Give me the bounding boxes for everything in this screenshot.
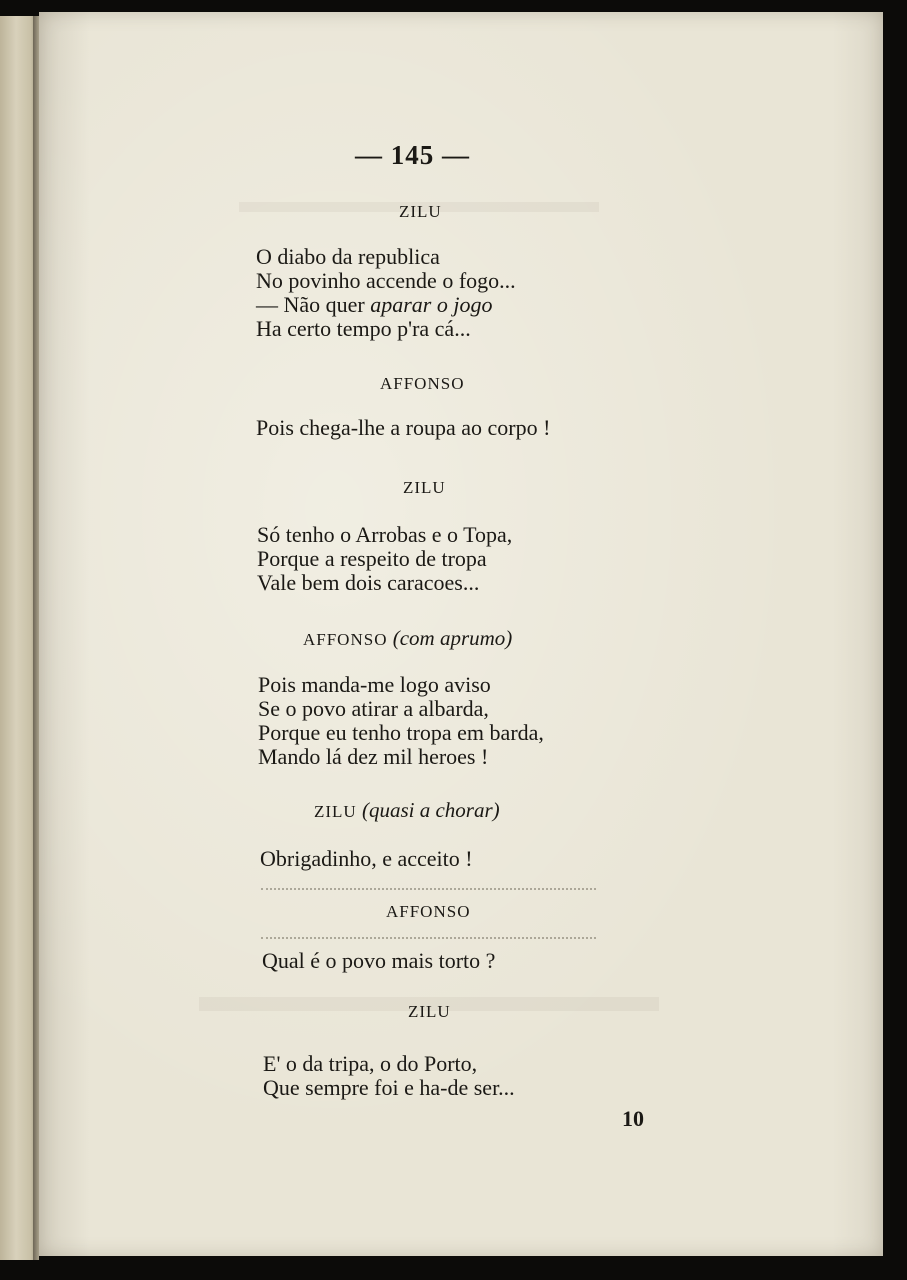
- verse-line: Ha certo tempo p'ra cá...: [256, 316, 471, 341]
- stage-direction: (com aprumo): [392, 626, 513, 650]
- speaker-line: [314, 798, 500, 823]
- verse-line: E' o da tripa, o do Porto,: [263, 1051, 478, 1076]
- verse-stanza: [263, 1052, 515, 1100]
- speaker-name: ZILU: [399, 202, 442, 221]
- verse-line: Se o povo atirar a albarda,: [258, 696, 489, 721]
- dotted-rule: [261, 937, 596, 939]
- verse-line: Obrigadinho, e acceito !: [260, 846, 473, 871]
- verse-line: Porque eu tenho tropa em barda,: [258, 720, 544, 745]
- signature-mark: 10: [622, 1106, 644, 1131]
- verse-line: Qual é o povo mais torto ?: [262, 948, 496, 973]
- verse-line: [256, 293, 516, 317]
- dotted-rule: [261, 888, 596, 890]
- stage-direction: (quasi a chorar): [361, 798, 500, 822]
- verse-line: Pois manda-me logo aviso: [258, 672, 491, 697]
- facing-page-edge: [0, 16, 36, 1260]
- page-sheet: [39, 12, 883, 1256]
- page-number: — 145 —: [355, 140, 470, 170]
- speaker-name: ZILU: [403, 478, 446, 497]
- speaker-name: ZILU: [408, 1002, 451, 1021]
- verse-stanza: [256, 245, 516, 341]
- verse-line: Que sempre foi e ha-de ser...: [263, 1075, 515, 1100]
- italic-phrase: aparar o jogo: [370, 292, 493, 317]
- verse-stanza: [258, 673, 544, 769]
- speaker-name: ZILU: [314, 802, 357, 821]
- speaker-name: AFFONSO: [380, 374, 465, 393]
- speaker-name: AFFONSO: [386, 902, 471, 921]
- speaker-name: AFFONSO: [303, 630, 388, 649]
- verse-line: No povinho accende o fogo...: [256, 268, 516, 293]
- verse-line: Porque a respeito de tropa: [257, 546, 487, 571]
- verse-line: Vale bem dois caracoes...: [257, 570, 480, 595]
- speaker-line: [303, 626, 512, 651]
- verse-line: Só tenho o Arrobas e o Topa,: [257, 522, 513, 547]
- verse-line: Pois chega-lhe a roupa ao corpo !: [256, 415, 551, 440]
- verse-line: O diabo da republica: [256, 244, 440, 269]
- verse-line-text: — Não quer: [256, 292, 371, 317]
- verse-line: Mando lá dez mil heroes !: [258, 744, 489, 769]
- verse-stanza: [257, 523, 512, 595]
